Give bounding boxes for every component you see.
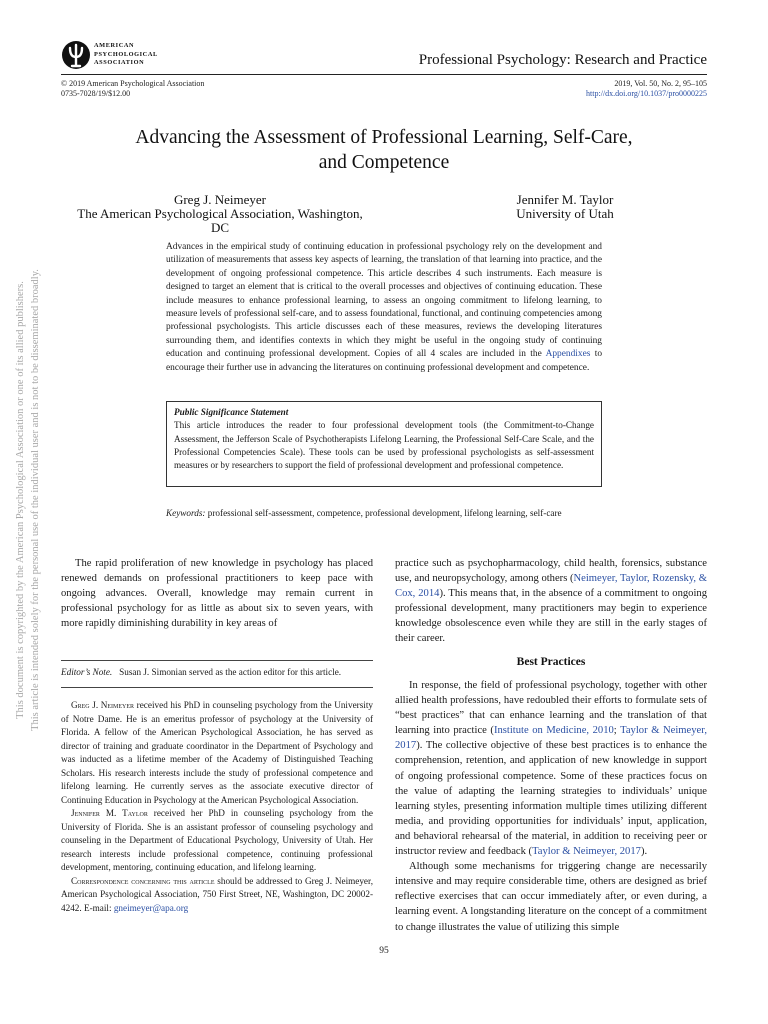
copyright-side-notice: This document is copyrighted by the American Psychological Association or one of its allied publishers. This article is intended solely for the personal use of the individual user and is not to be disseminated broadly. (15, 269, 41, 731)
citation-link[interactable]: Institute on Medicine, 2010 (493, 725, 614, 737)
editor-note-divider-top (61, 660, 373, 661)
citation-link[interactable]: Taylor & Neimeyer, 2017 (395, 725, 707, 752)
copyright-info (61, 79, 204, 98)
section-heading: Best Practices (516, 656, 586, 668)
page-number: 95 (379, 946, 389, 956)
author-bio-1: Greg J. Neimeyer received his PhD in counseling psychology from the University of Notre Dame. He is an emeritus professor of psychology at the University of Florida. A fellow of the American Psychological Association, he has served as director of training and graduate coordinator in the Department of Psychology and was inducted as a lifetime member of the Academy of Distinguished Teaching Scholars. His research interests include the study of professional competence and lifelong learning. He currently serves as the associate executive director of Continuing Education in Psychology at the American Psychological Association. (61, 700, 373, 805)
right-column-continued (395, 556, 707, 647)
author-affiliation: The American Psychological Association, Washington, DC (77, 206, 363, 235)
public-significance-box (166, 401, 602, 487)
best-practices-section (395, 678, 707, 935)
keywords-label: Keywords: (166, 508, 206, 518)
issn-line: 0735-7028/19/$12.00 (61, 88, 131, 98)
apa-psi-logo-icon (61, 40, 91, 70)
editor-note (61, 666, 373, 678)
public-significance-text: This article introduces the reader to four professional development tools (the Commitment-to-Change Assessment, the Jefferson Scale of Psychotherapists Lifelong Learning, the Professional Self-Care Scale, and the Professional Competencies Scale). These tools can be used by professional psychologists as self-assessment measures or by researchers to support the field of professional development and professional competence. (174, 420, 594, 471)
author-name: Greg J. Neimeyer (173, 192, 267, 207)
correspondence-note: Correspondence concerning this article should be addressed to Greg J. Neimeyer, American Psychological Association, 750 First Street, NE, Washington, DC 20002-4242. E-mail: gneimeyer@apa.org (61, 875, 374, 913)
left-column-intro (61, 556, 373, 631)
journal-title: Professional Psychology: Research and Practice (418, 52, 707, 68)
author-notes (61, 699, 373, 915)
appendixes-link[interactable]: Appendixes (545, 349, 591, 360)
apa-logo (61, 40, 201, 74)
intro-paragraph: The rapid proliferation of new knowledge in psychology has placed renewed demands on professional practitioners to keep pace with ongoing advances. Overall, knowledge may remain current in professional psychology for as little as about six to seven years, with more rapidly diminishing durability in key areas of (61, 558, 373, 630)
header-divider (61, 74, 707, 75)
author-2 (440, 193, 690, 221)
doi-link[interactable]: http://dx.doi.org/10.1037/pro0000225 (586, 88, 707, 98)
article-title: Advancing the Assessment of Professional Learning, Self-Care, and Competence (135, 127, 633, 173)
editor-note-text: Susan J. Simonian served as the action editor for this article. (119, 667, 342, 677)
abstract: Advances in the empirical study of continuing education in professional psychology rely on the development and utilization of measurements that assess key aspects of learning, the translation of that learning into practice, and the development of ongoing professional competence. This article describes 4 such instruments. Each measure is designed to target an element that is critical to the overall processes and objectives of continuing education. These include measures to enhance professional learning, to assess an ongoing commitment to lifelong learning, to measure levels of professional self-care, and to assess foundational, functional, and continuing competencies among professional psychologists. This article discusses each of these measures, reviews the developing literatures surrounding them, and identifies contexts in which they might be useful in the ongoing study of continuing education and continuing professional development. Copies of all 4 scales are included in the Appendixes to encourage their further use in advancing the literatures on continuing professional development and competence. (166, 242, 603, 373)
keywords (166, 507, 602, 519)
author-name: Jennifer M. Taylor (516, 192, 614, 207)
best-practices-paragraph-1: In response, the field of professional psychology, together with other allied health professions, have redoubled their efforts to formulate sets of “best practices” that can enhance learning and the translation of that learning into practice (Institute on Medicine, 2010; Taylor & Neimeyer, 2017). The collective objective of these best practices is to enhance the comprehension, retention, and application of new knowledge in support of ongoing professional competence. Some of these practices focus on the value of adapting the learning strategies to individuals’ unique learning styles, presenting information multiple times utilizing different media, and providing opportunities for individuals’ input, application, and behavioral rehearsal of the material, in addition to receiving peer or instructor review and feedback (Taylor & Neimeyer, 2017). (395, 680, 707, 858)
citation-line: 2019, Vol. 50, No. 2, 95–105 (614, 79, 707, 88)
author-bio-2: Jennifer M. Taylor received her PhD in counseling psychology from the University of Florida. She is an assistant professor of counseling psychology and counseling in the Department of Educational Psychology, University of Utah. Her research interests include professional competence, continuing professional development, mentoring, continuing education, and lifelong learning. (61, 808, 374, 872)
author-1 (70, 193, 370, 235)
editor-note-divider-bottom (61, 687, 373, 688)
author-affiliation: University of Utah (516, 206, 614, 221)
public-significance-title: Public Significance Statement (174, 407, 289, 417)
best-practices-paragraph-2: Although some mechanisms for triggering change are necessarily intensive and may require considerable time, others are designed as brief reflective exercises that can occur immediately after, or even during, a learning event. A longstanding literature on the concept of a commitment to change illustrates the value of utilizing this simple (395, 861, 707, 933)
citation-link[interactable]: Neimeyer, Taylor, Rozensky, & Cox, 2014 (395, 573, 707, 600)
copyright-line: © 2019 American Psychological Association (61, 79, 205, 88)
email-link[interactable]: gneimeyer@apa.org (113, 902, 189, 913)
citation-info (586, 79, 707, 98)
citation-link[interactable]: Taylor & Neimeyer, 2017 (532, 846, 641, 858)
editor-note-label: Editor’s Note. (61, 667, 113, 677)
continued-paragraph: practice such as psychopharmacology, child health, forensics, substance use, and neuropsychology, among others (Neimeyer, Taylor, Rozensky, & Cox, 2014). This means that, in the absence of a commitment to ongoing professional development, many practitioners may begin to experience knowledge obsolescence even while they are still in the early stages of their career. (395, 558, 707, 645)
apa-logo-text: AMERICAN PSYCHOLOGICAL ASSOCIATION (94, 42, 158, 67)
keywords-text: professional self-assessment, competence, professional development, lifelong learning, self-care (207, 508, 562, 518)
